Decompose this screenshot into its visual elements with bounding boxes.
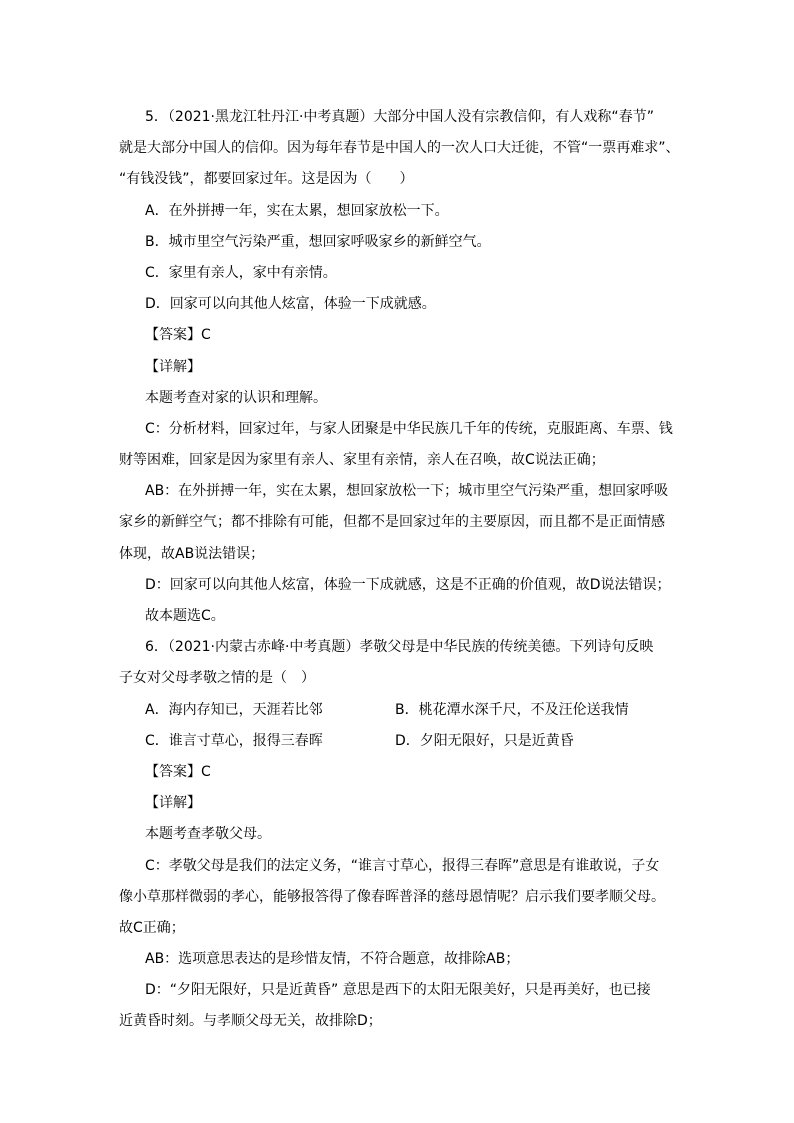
options-row (119, 726, 671, 757)
option-d: D．回家可以向其他人炫富，体验一下成就感。 (145, 296, 436, 313)
question-6 (119, 632, 671, 1037)
explanation-line: 故本题选C。 (145, 608, 225, 624)
detail-label: 【详解】 (145, 795, 201, 812)
question-stem-line: 6．（2021·内蒙古赤峰·中考真题）孝敬父母是中华民族的传统美德。下列诗句反映 (145, 639, 654, 656)
option-c: C．谁言寸草心，报得三春晖 (145, 732, 323, 749)
question-stem-line: 5．（2021·黑龙江牡丹江·中考真题）大部分中国人没有宗教信仰，有人戏称“春节” (145, 109, 654, 125)
explanation-line: 家乡的新鲜空气；都不排除有可能，但都不是回家过年的主要原因，而且都不是正面情感 (119, 514, 665, 531)
explanation-line: AB：选项意思表达的是珍惜友情，不符合题意，故排除AB； (145, 951, 520, 968)
detail-label: 【详解】 (145, 358, 201, 375)
explanation-line: 像小草那样微弱的孝心，能够报答得了像春晖普泽的慈母恩情呢？启示我们要孝顺父母。 (119, 888, 665, 905)
question-stem-line: 就是大部分中国人的信仰。因为每年春节是中国人的一次人口大迁徙，不管“一票再难求”、 (119, 140, 680, 157)
option-b: B．桃花潭水深千尺，不及汪伦送我情 (395, 701, 629, 718)
options-row (119, 695, 671, 726)
explanation-line: 近黄昏时刻。与孝顺父母无关，故排除D； (119, 1013, 382, 1030)
explanation-line: 本题考查孝敬父母。 (145, 826, 271, 843)
explanation-line: D：回家可以向其他人炫富，体验一下成就感，这是不正确的价值观，故D说法错误； (145, 576, 671, 593)
document-page (119, 102, 680, 1038)
explanation-line: D：“夕阳无限好，只是近黄昏” 意思是西下的太阳无限美好，只是再美好，也已接 (145, 982, 651, 999)
explanation-line: C：分析材料，回家过年，与家人团聚是中华民族几千年的传统，克服距离、车票、钱 (145, 420, 673, 437)
option-a: A．海内存知已，天涯若比邻 (145, 701, 323, 718)
option-a: A．在外拼搏一年，实在太累，想回家放松一下。 (145, 202, 449, 219)
explanation-line: 故C正确； (119, 919, 185, 936)
option-c: C．家里有亲人，家中有亲情。 (145, 264, 337, 281)
question-stem-line: 子女对父母孝敬之情的是（ ） (119, 670, 315, 687)
question-stem-line: “有钱没钱”，都要回家过年。这是因为（ ） (119, 171, 414, 188)
explanation-line: 本题考查对家的认识和理解。 (145, 389, 327, 406)
explanation-line: 财等困难，回家是因为家里有亲人、家里有亲情，亲人在召唤，故C说法正确； (119, 452, 605, 469)
option-b: B．城市里空气污染严重，想回家呼吸家乡的新鲜空气。 (145, 233, 491, 250)
explanation-line: 体现，故AB说法错误； (119, 545, 265, 562)
explanation-line: AB：在外拼搏一年，实在太累，想回家放松一下；城市里空气污染严重，想回家呼吸 (145, 483, 669, 500)
answer-label: 【答案】C (145, 763, 211, 780)
option-d: D．夕阳无限好，只是近黄昏 (395, 732, 574, 749)
question-5 (119, 102, 680, 632)
answer-label: 【答案】C (145, 327, 211, 344)
explanation-line: C：孝敬父母是我们的法定义务，“谁言寸草心，报得三春晖”意思是有谁敢说，子女 (145, 857, 660, 874)
